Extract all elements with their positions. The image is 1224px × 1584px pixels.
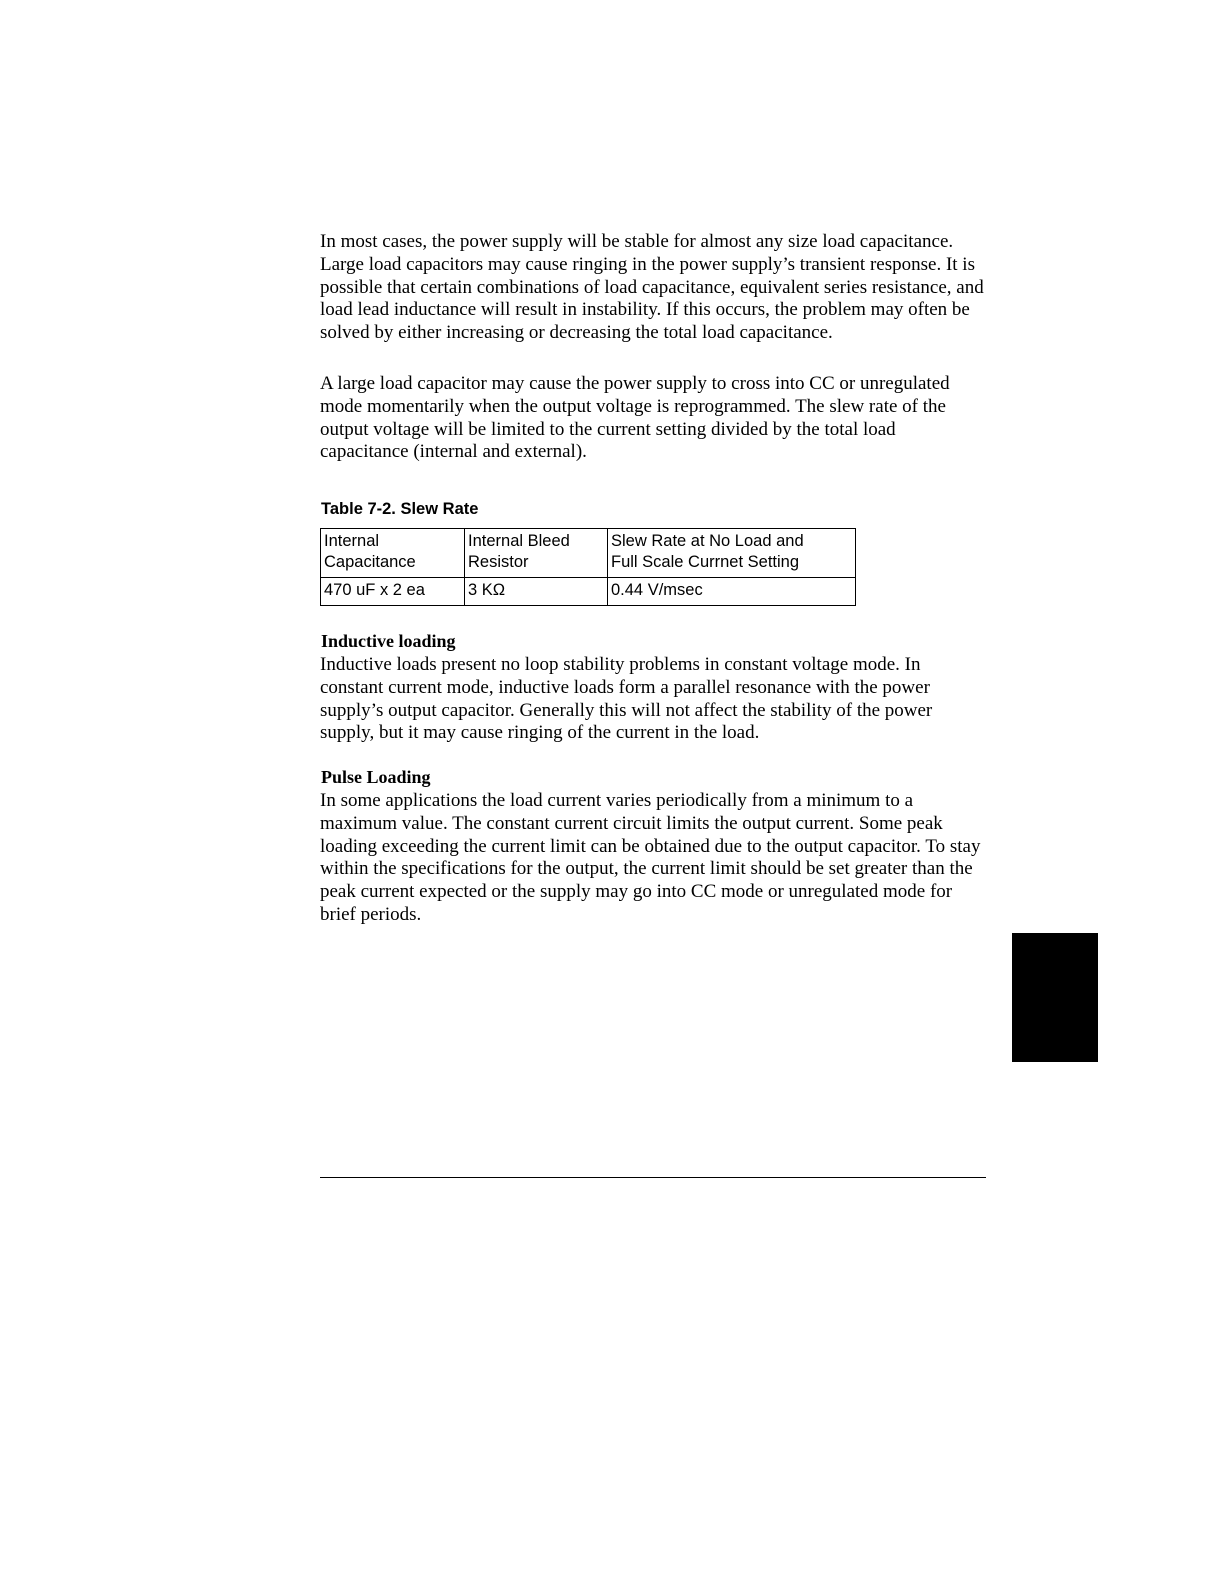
header-line: Internal — [324, 532, 380, 550]
header-internal-bleed-resistor — [465, 529, 608, 578]
footer-divider — [320, 1177, 986, 1178]
header-line: Slew Rate at No Load and — [611, 532, 804, 550]
pulse-loading-paragraph: In some applications the load current varies periodically from a minimum to a maximum value. The constant current circuit limits the output current. Some peak loading exceeding the current limit can be obtained due to the output capacitor. To stay within the specifications for the output, the current limit should be set greater than the peak current expected or the supply may go into CC mode or unregulated mode for brief periods. — [320, 790, 981, 925]
header-line: Capacitance — [324, 553, 416, 571]
header-line: Internal Bleed — [468, 532, 570, 550]
large-capacitor-paragraph: A large load capacitor may cause the power supply to cross into CC or unregulated mode momentarily when the output voltage is reprogrammed. The slew rate of the output voltage will be limited to the current setting divided by the total load capacitance (internal and external). — [320, 373, 950, 463]
header-line: Full Scale Currnet Setting — [611, 553, 800, 571]
pulse-loading-heading: Pulse Loading — [321, 767, 431, 787]
slew-rate-table — [320, 528, 856, 606]
table-caption: Table 7-2. Slew Rate — [321, 500, 479, 518]
header-slew-rate — [608, 529, 856, 578]
cell-slew-rate: 0.44 V/msec — [608, 578, 856, 606]
intro-paragraph: In most cases, the power supply will be stable for almost any size load capacitance. Large load capacitors may cause ringing in the power supply’s transient response. It is possible that certain combinations of load capacitance, equivalent series resistance, and load lead inductance will result in instability. If this occurs, the problem may often be solved by either increasing or decreasing the total load capacitance. — [320, 231, 984, 344]
header-line: Resistor — [468, 553, 529, 571]
table-header-row — [321, 529, 856, 578]
cell-capacitance: 470 uF x 2 ea — [321, 578, 465, 606]
cell-bleed-resistor: 3 KΩ — [465, 578, 608, 606]
inductive-loading-paragraph: Inductive loads present no loop stability problems in constant voltage mode. In constant current mode, inductive loads form a parallel resonance with the power supply’s output capacitor. Generally this will not affect the stability of the power supply, but it may cause ringing of the current in the load. — [320, 654, 933, 744]
header-internal-capacitance — [321, 529, 465, 578]
table-row — [321, 578, 856, 606]
inductive-loading-heading: Inductive loading — [321, 631, 456, 651]
chapter-tab-marker — [1012, 933, 1098, 1062]
